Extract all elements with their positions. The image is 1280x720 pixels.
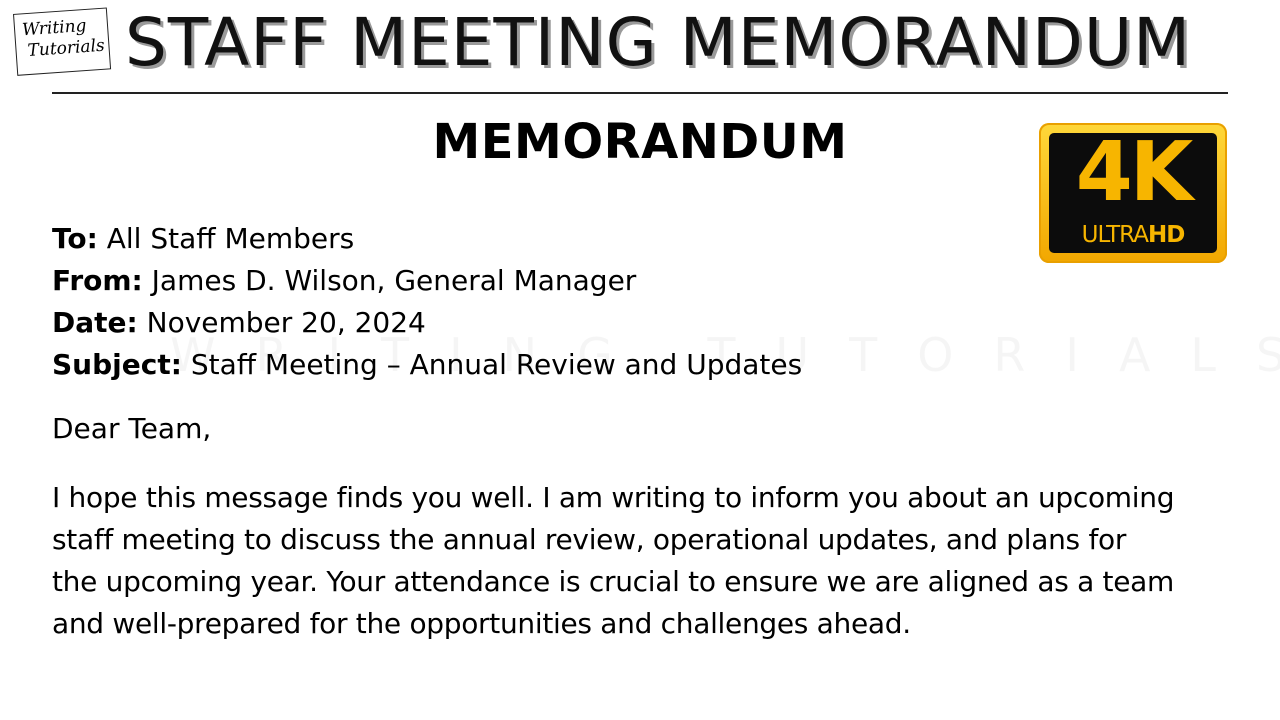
badge-hd-text: HD <box>1147 222 1185 248</box>
body-paragraph <box>52 477 1242 645</box>
body-line: I hope this message finds you well. I am writing to inform you about an upcoming <box>52 481 1175 514</box>
field-from-label: From: <box>52 264 143 297</box>
header-divider <box>52 92 1228 94</box>
4k-ultra-hd-badge <box>1039 123 1227 263</box>
brand-logo <box>13 7 111 75</box>
badge-4k-text: 4K <box>1075 133 1191 220</box>
memo-heading: MEMORANDUM <box>432 114 848 170</box>
field-date-value: November 20, 2024 <box>146 306 426 339</box>
field-from <box>52 260 802 302</box>
body-line: staff meeting to discuss the annual review, operational updates, and plans for <box>52 523 1127 556</box>
memo-fields <box>52 218 802 386</box>
field-to <box>52 218 802 260</box>
brand-logo-line1: Writing <box>21 15 88 41</box>
field-to-label: To: <box>52 222 98 255</box>
field-from-value: James D. Wilson, General Manager <box>151 264 637 297</box>
field-date <box>52 302 802 344</box>
body-line: and well-prepared for the opportunities and challenges ahead. <box>52 607 911 640</box>
brand-logo-line2: Tutorials <box>26 35 106 62</box>
field-date-label: Date: <box>52 306 138 339</box>
banner-title: STAFF MEETING MEMORANDUM <box>125 4 1192 81</box>
badge-inner <box>1049 133 1217 253</box>
field-subject-value: Staff Meeting – Annual Review and Updates <box>190 348 803 381</box>
field-to-value: All Staff Members <box>106 222 355 255</box>
badge-ultra-text: ULTRA <box>1081 222 1148 248</box>
field-subject <box>52 344 802 386</box>
greeting: Dear Team, <box>52 412 212 445</box>
body-line: the upcoming year. Your attendance is crucial to ensure we are aligned as a team <box>52 565 1174 598</box>
field-subject-label: Subject: <box>52 348 182 381</box>
badge-ultrahd-text <box>1049 222 1217 248</box>
